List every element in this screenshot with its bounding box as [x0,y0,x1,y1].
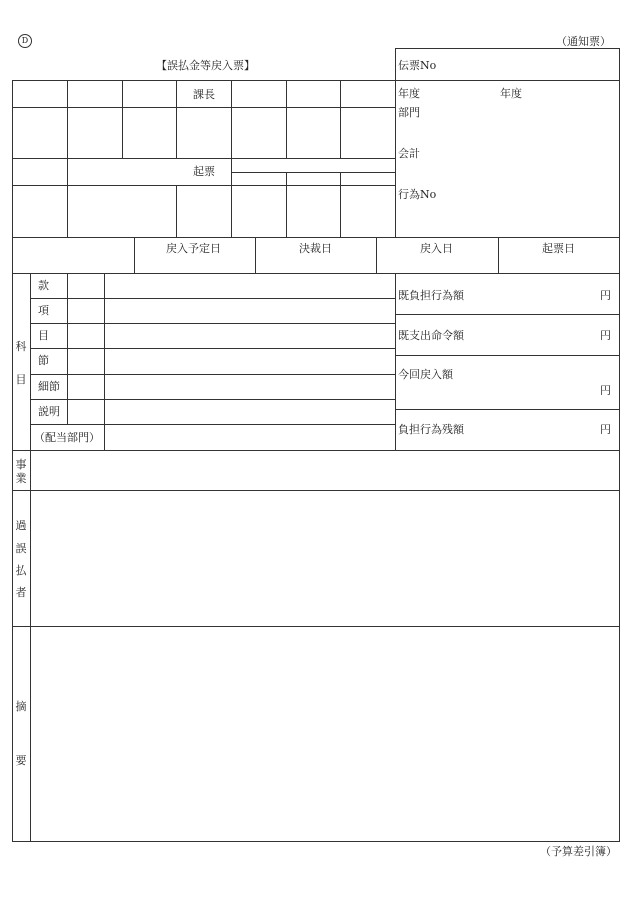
current-return-label: 今回戻入額 [398,368,453,381]
subject-row-saisetsu: 細節 [38,380,60,393]
fiscal-year-label-2: 年度 [500,87,522,100]
dates-top [12,237,620,238]
dates-v3 [376,237,377,274]
outer-bottom [12,841,620,842]
dates-v4 [498,237,499,274]
subject-v3 [395,273,396,451]
stamp-h3 [231,172,395,173]
return-date-label: 戻入日 [420,242,453,255]
payee-label-3: 払 [15,564,27,577]
section-chief-label: 課長 [193,88,215,101]
outer-left [12,80,13,842]
stamp-v5 [286,80,287,159]
action-no-label: 行為No [398,188,437,201]
subject-row-kou: 項 [38,304,49,317]
project-bottom [12,490,620,491]
stamp-v5b [286,172,287,238]
subject-row-kan: 款 [38,279,49,292]
divider-main [395,48,396,238]
department-label: 部門 [398,106,420,119]
remaining-commitment-label: 負担行為残額 [398,423,464,436]
drafter-label: 起票 [193,165,215,178]
project-label-1: 事 [15,458,27,471]
subject-h5 [30,399,395,400]
payee-label-2: 誤 [15,542,27,555]
outer-right [619,48,620,842]
dates-v2 [255,237,256,274]
subject-bottom [12,450,620,451]
subject-row-moku: 目 [38,329,49,342]
amount-h1 [395,314,620,315]
fiscal-year-label-1: 年度 [398,87,420,100]
form-mark: D [18,34,32,48]
stamp-v1 [67,80,68,238]
payee-label-4: 者 [15,586,27,599]
notice-label: （通知票） [556,35,611,48]
subject-h3 [30,348,395,349]
project-label-2: 業 [15,472,27,485]
subject-h6 [30,424,395,425]
payee-label-1: 過 [15,519,27,532]
existing-commitment-label: 既負担行為額 [398,289,464,302]
stamp-v3b [176,185,177,238]
existing-payment-order-label: 既支出命令額 [398,329,464,342]
summary-label-1: 摘 [15,700,27,713]
subject-row-setsu: 節 [38,354,49,367]
stamp-h2 [12,158,395,159]
yen-2: 円 [600,329,611,342]
subject-h1 [30,298,395,299]
summary-label-2: 要 [15,754,27,767]
subject-h4 [30,374,395,375]
stamp-h1 [12,107,395,108]
stamp-v2 [122,80,123,159]
dates-v1 [134,237,135,274]
stamp-v6 [340,80,341,159]
footer-label: （予算差引簿） [540,845,617,858]
decision-date-label: 決裁日 [299,242,332,255]
stamp-v3 [176,80,177,159]
yen-3: 円 [600,384,611,397]
subject-label-2: 目 [15,373,27,386]
form-title: 【誤払金等戻入票】 [156,59,255,72]
stamp-h4 [12,185,395,186]
payee-bottom [12,626,620,627]
subject-v1 [67,273,68,425]
amount-h2 [395,355,620,356]
subject-row-setsumei: 説明 [38,405,60,418]
allotment-dept-label: （配当部門） [34,431,100,444]
outer-top [395,48,620,49]
subject-v0 [30,273,31,841]
subject-label-1: 科 [15,340,27,353]
draft-date-label: 起票日 [542,242,575,255]
planned-return-date-label: 戻入予定日 [166,242,221,255]
subject-h2 [30,323,395,324]
account-label: 会計 [398,147,420,160]
stamp-v4 [231,80,232,238]
yen-1: 円 [600,289,611,302]
amount-h3 [395,409,620,410]
yen-4: 円 [600,423,611,436]
slip-no-label: 伝票No [398,59,437,72]
outer-top-left [12,80,620,81]
stamp-v6b [340,172,341,238]
